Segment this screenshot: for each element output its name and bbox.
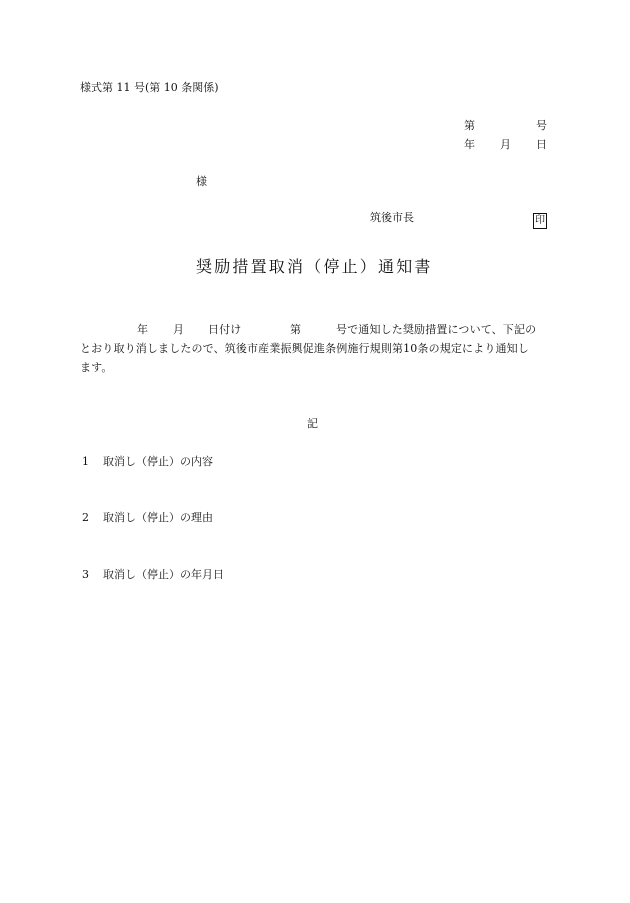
- item-text: 取消し（停止）の内容: [103, 455, 213, 468]
- seal-mark: [533, 208, 547, 229]
- body-line-2: とおり取り消しましたので、筑後市産業振興促進条例施行規則第10条の規定により通知し: [80, 342, 529, 355]
- date-year: 年: [464, 138, 475, 151]
- item-number: 2: [82, 511, 89, 524]
- item-text: 取消し（停止）の理由: [103, 511, 213, 524]
- form-label: 様式第 11 号(第 10 条関係): [80, 81, 219, 94]
- body-line-1: 号で通知した奨励措置について、下記の: [336, 323, 537, 336]
- sender-title: 筑後市長: [370, 211, 414, 224]
- number-suffix: 号: [536, 119, 547, 132]
- ki-heading: 記: [307, 417, 318, 430]
- addressee-honorific: 様: [196, 175, 207, 188]
- number-prefix: 第: [464, 119, 475, 132]
- date-day: 日: [536, 138, 547, 151]
- body-ref-year: 年: [137, 323, 149, 336]
- body-ref-month: 月: [173, 323, 185, 336]
- body-ref-day: 日付け: [208, 323, 242, 336]
- seal-icon: 印: [533, 213, 547, 229]
- body-line-3: ます。: [80, 361, 113, 374]
- body-ref-number-prefix: 第: [290, 323, 302, 336]
- document-title: 奨励措置取消（停止）通知書: [196, 257, 433, 276]
- date-month: 月: [500, 138, 511, 151]
- item-text: 取消し（停止）の年月日: [103, 568, 224, 581]
- item-number: 1: [82, 455, 89, 468]
- item-number: 3: [82, 568, 89, 581]
